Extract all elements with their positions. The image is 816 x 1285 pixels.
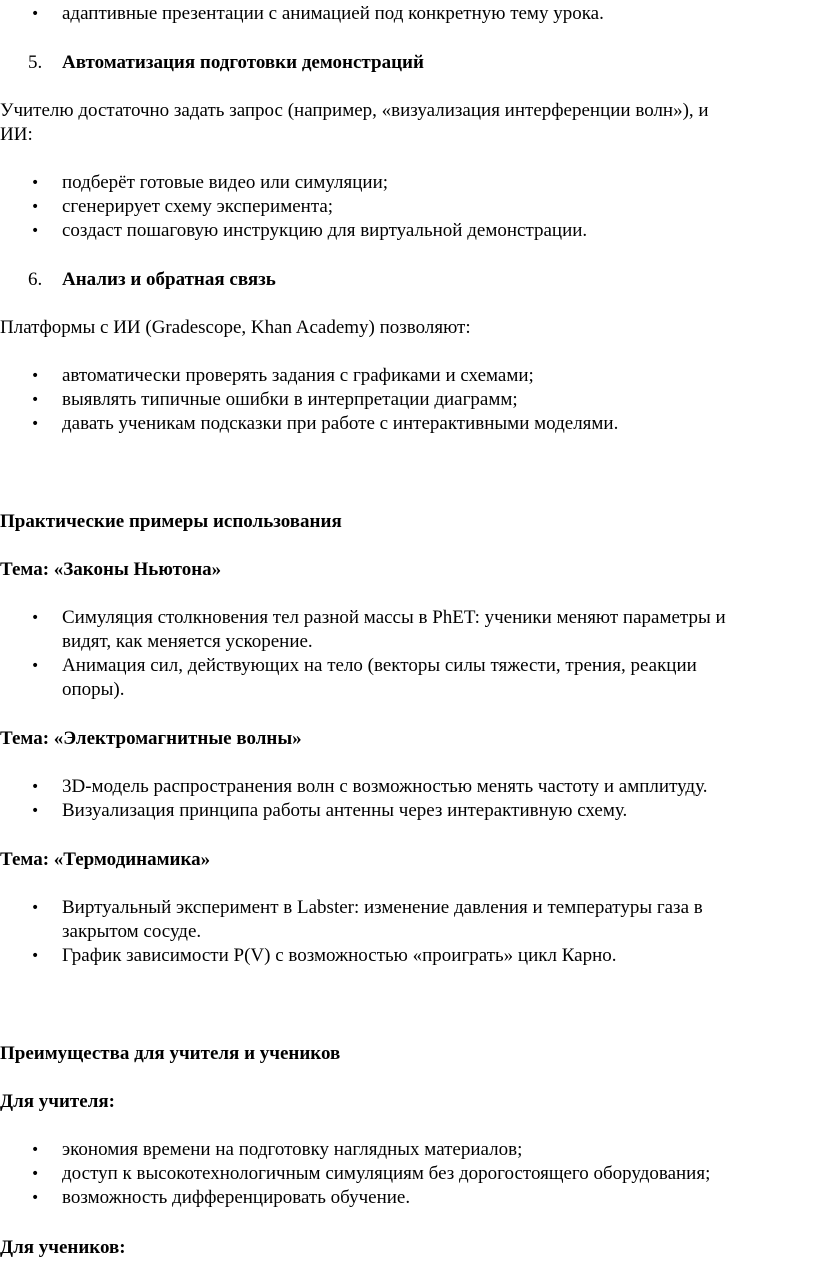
list-item: • Симуляция столкновения тел разной массы в PhET: ученики меняют параметры и видят, как меняется ускорение. [0, 606, 800, 654]
section-6-bullet-list [0, 364, 800, 436]
list-item: • автоматически проверять задания с графиками и схемами; [0, 364, 800, 388]
teacher-subheading: Для учителя: [0, 1091, 115, 1112]
list-item: • выявлять типичные ошибки в интерпретации диаграмм; [0, 388, 800, 412]
examples-heading: Практические примеры использования [0, 511, 342, 532]
list-item: • График зависимости P(V) с возможностью «проиграть» цикл Карно. [0, 944, 800, 968]
list-item: • адаптивные презентации с анимацией под конкретную тему урока. [0, 2, 800, 26]
section-5-bullet-list [0, 171, 800, 243]
section-heading-text: Автоматизация подготовки демонстраций [62, 52, 424, 73]
students-subheading: Для учеников: [0, 1237, 126, 1258]
topic-em-waves-title: Тема: «Электромагнитные волны» [0, 728, 302, 749]
list-item: • создаст пошаговую инструкцию для виртуальной демонстрации. [0, 219, 800, 243]
section-6-heading [28, 268, 276, 292]
topic-thermo-title: Тема: «Термодинамика» [0, 849, 211, 870]
benefits-heading: Преимущества для учителя и учеников [0, 1043, 341, 1064]
list-item: • доступ к высокотехнологичным симуляциям без дорогостоящего оборудования; [0, 1162, 800, 1186]
list-item: • подберёт готовые видео или симуляции; [0, 171, 800, 195]
list-item: • возможность дифференцировать обучение. [0, 1186, 800, 1210]
teacher-benefits-list [0, 1138, 800, 1210]
list-item: • Виртуальный эксперимент в Labster: изменение давления и температуры газа в закрытом сосуде. [0, 896, 800, 944]
section-heading-text: Анализ и обратная связь [62, 269, 276, 290]
section-5-intro-line-1: Учителю достаточно задать запрос (например, «визуализация интерференции волн»), и [0, 100, 709, 121]
section-5-heading [28, 51, 424, 75]
list-item: • Визуализация принципа работы антенны через интерактивную схему. [0, 799, 800, 823]
list-item: • 3D-модель распространения волн с возможностью менять частоту и амплитуду. [0, 775, 800, 799]
top-bullet-list [0, 2, 800, 26]
topic-newton-list [0, 606, 800, 702]
list-item: • экономия времени на подготовку наглядных материалов; [0, 1138, 800, 1162]
list-item: • сгенерирует схему эксперимента; [0, 195, 800, 219]
section-number: 6. [28, 269, 43, 290]
section-5-intro-line-2: ИИ: [0, 124, 33, 145]
list-item: • Анимация сил, действующих на тело (векторы силы тяжести, трения, реакции опоры). [0, 654, 800, 702]
section-number: 5. [28, 52, 43, 73]
topic-em-waves-list [0, 775, 800, 823]
section-6-intro: Платформы с ИИ (Gradescope, Khan Academy) позволяют: [0, 317, 471, 338]
list-item: • давать ученикам подсказки при работе с интерактивными моделями. [0, 412, 800, 436]
topic-thermo-list [0, 896, 800, 968]
topic-newton-title: Тема: «Законы Ньютона» [0, 559, 222, 580]
